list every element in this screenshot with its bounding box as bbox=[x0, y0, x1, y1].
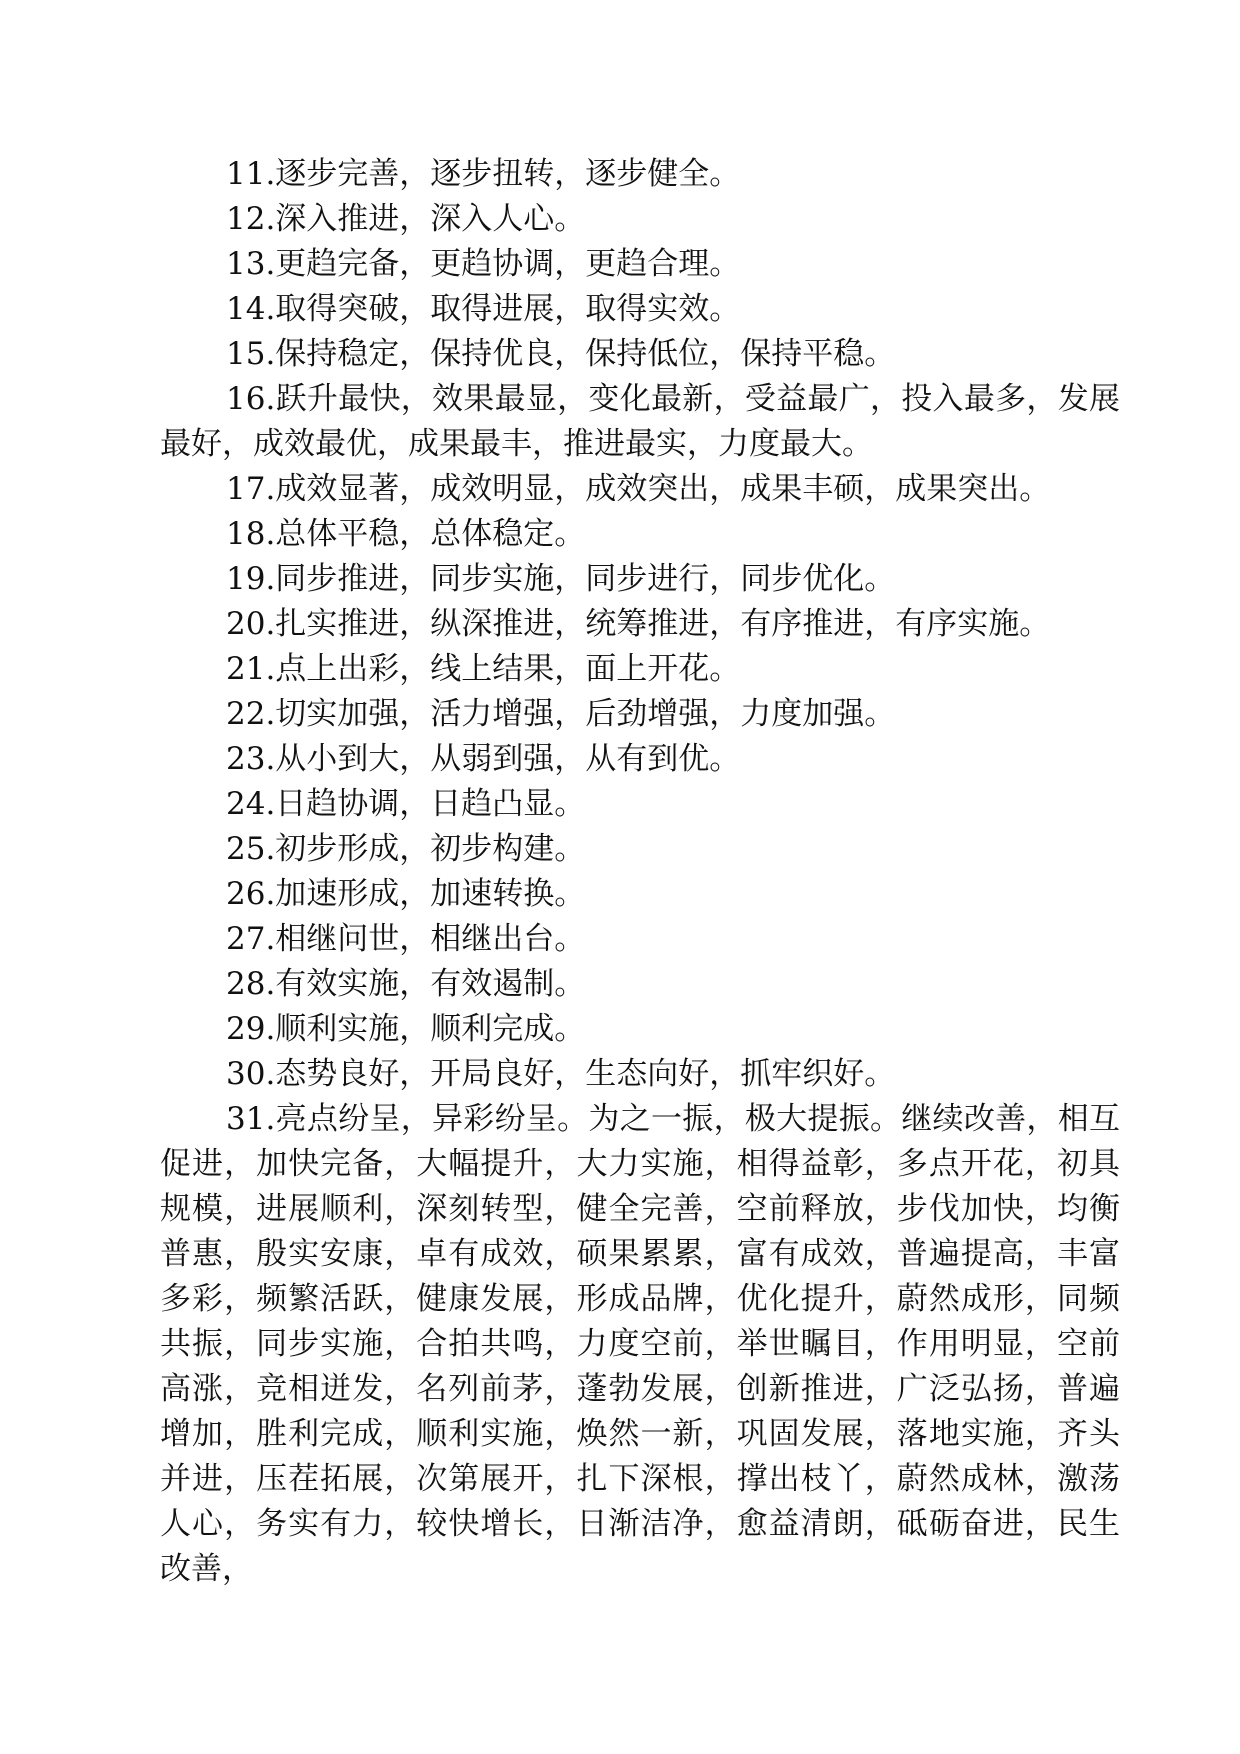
paragraph-23: 23.从小到大，从弱到强，从有到优。 bbox=[226, 741, 741, 777]
paragraph-27: 27.相继问世，相继出台。 bbox=[226, 921, 586, 957]
paragraph-13: 13.更趋完备，更趋协调，更趋合理。 bbox=[226, 246, 741, 282]
paragraph-28: 28.有效实施，有效遏制。 bbox=[226, 966, 586, 1002]
paragraph-30: 30.态势良好，开局良好，生态向好，抓牢织好。 bbox=[226, 1056, 896, 1092]
paragraph-16: 16.跃升最快，效果最显，变化最新，受益最广，投入最多，发展最好，成效最优，成果最丰，推进最实，力度最大。 bbox=[160, 381, 1120, 462]
paragraph-29: 29.顺利实施，顺利完成。 bbox=[226, 1011, 586, 1047]
document-body bbox=[160, 152, 1120, 1592]
paragraph-21: 21.点上出彩，线上结果，面上开花。 bbox=[226, 651, 741, 687]
paragraph-25: 25.初步形成，初步构建。 bbox=[226, 831, 586, 867]
paragraph-17: 17.成效显著，成效明显，成效突出，成果丰硕，成果突出。 bbox=[226, 471, 1051, 507]
paragraph-11: 11.逐步完善，逐步扭转，逐步健全。 bbox=[226, 156, 741, 192]
paragraph-22: 22.切实加强，活力增强，后劲增强，力度加强。 bbox=[226, 696, 896, 732]
paragraph-18: 18.总体平稳，总体稳定。 bbox=[226, 516, 586, 552]
paragraph-31: 31.亮点纷呈，异彩纷呈。为之一振，极大提振。继续改善，相互促进，加快完备，大幅提升，大力实施，相得益彰，多点开花，初具规模，进展顺利，深刻转型，健全完善，空前释放，步伐加快，均衡普惠，殷实安康，卓有成效，硕果累累，富有成效，普遍提高，丰富多彩，频繁活跃，健康发展，形成品牌，优化提升，蔚然成形，同频共振，同步实施，合拍共鸣，力度空前，举世瞩目，作用明显，空前高涨，竞相迸发，名列前茅，蓬勃发展，创新推进，广泛弘扬，普遍增加，胜利完成，顺利实施，焕然一新，巩固发展，落地实施，齐头并进，压茬拓展，次第展开，扎下深根，撑出枝丫，蔚然成林，激荡人心，务实有力，较快增长，日渐洁净，愈益清朗，砥砺奋进，民生改善， bbox=[160, 1101, 1120, 1587]
paragraph-26: 26.加速形成，加速转换。 bbox=[226, 876, 586, 912]
paragraph-20: 20.扎实推进，纵深推进，统筹推进，有序推进，有序实施。 bbox=[226, 606, 1051, 642]
paragraph-12: 12.深入推进，深入人心。 bbox=[226, 201, 586, 237]
paragraph-19: 19.同步推进，同步实施，同步进行，同步优化。 bbox=[226, 561, 896, 597]
paragraph-14: 14.取得突破，取得进展，取得实效。 bbox=[226, 291, 741, 327]
paragraph-24: 24.日趋协调，日趋凸显。 bbox=[226, 786, 586, 822]
paragraph-15: 15.保持稳定，保持优良，保持低位，保持平稳。 bbox=[226, 336, 896, 372]
